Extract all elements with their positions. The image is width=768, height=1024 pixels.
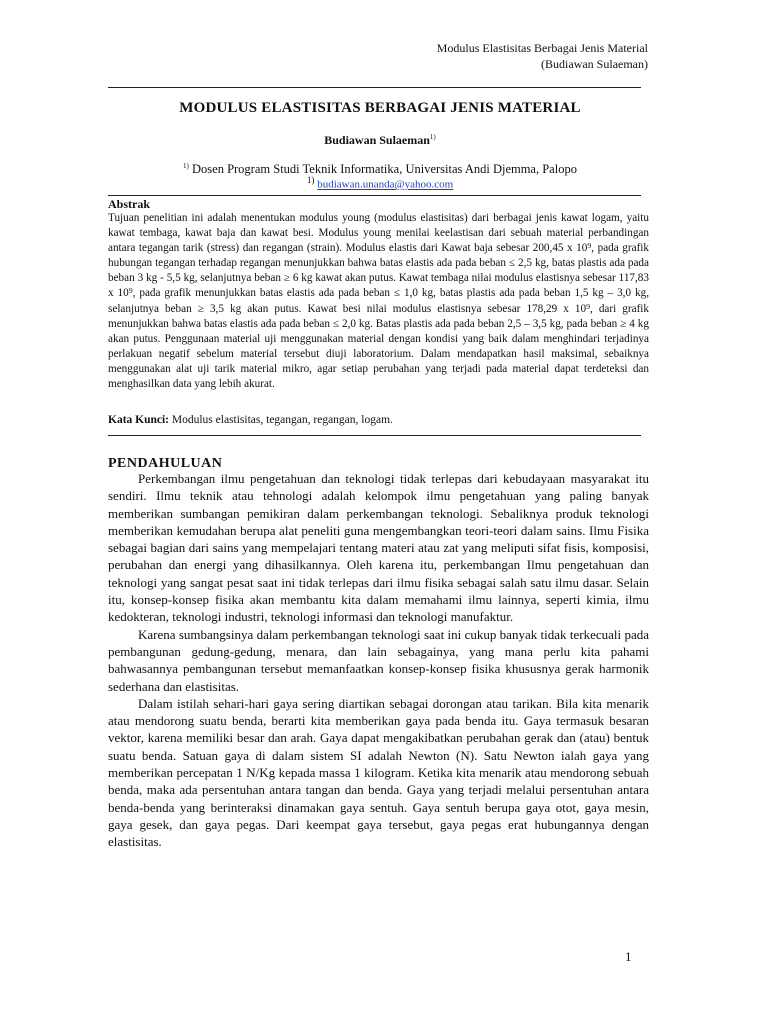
section-body: [108, 470, 649, 851]
running-head: [248, 40, 648, 72]
author-footnote-mark: 1): [429, 133, 436, 141]
keywords-line: [108, 414, 649, 426]
abstract-body: Tujuan penelitian ini adalah menentukan modulus young (modulus elastisitas) dari berbagai jenis kawat logam, yaitu kawat tembaga, kawat baja dan kawat besi. Modulus young menilai keelastisan dari sebuah material perbandingan antara tegangan tarik (stress) dan regangan (strain). Modulus elastis dari Kawat baja sebesar 200,45 x 10⁹, pada grafik hubungan tegangan terhadap regangan menunjukkan bahwa batas elastis ada pada beban ≤ 2,5 kg, batas plastis ada pada beban 3 kg - 5,5 kg, selanjutnya beban ≥ 6 kg kawat akan putus. Kawat tembaga nilai modulus elastisnya sebesar 117,83 x 10⁹, pada grafik menunjukkan batas elastis ada pada beban ≤ 1,0 kg, batas plastis ada pada beban 1,5 kg – 3,0 kg, selanjutnya beban ≥ 3,5 kg akan putus. Kawat besi nilai modulus elastisnya sebesar 178,29 x 10⁹, dari grafik menunjukkan bahwa batas elastis ada pada beban ≤ 2,0 kg. Batas plastis ada pada beban 2,5 – 3,5 kg, pada beban ≥ 4 kg akan putus. Penggunaan material uji menggunakan material dengan kondisi yang baik dalam menghindari terjadinya perlakuan negatif sebelum material tersebut diuji laboratorium. Dalam mendapatkan hasil maksimal, sebaiknya menggunakan alat uji tarik material mikro, agar setiap perubahan yang terjadi pada material dapat terdeteksi dan menghasilkan data yang lebih akurat.: [108, 212, 649, 391]
body-paragraph: Karena sumbangsinya dalam perkembangan teknologi saat ini cukup banyak tidak terkecuali pada pembangunan gedung-gedung, menara, dan lain sebagainya, yang mana perlu kita pahami bahwasannya pembangunan tersebut memanfaatkan konsep-konsep fisika khususnya gerak harmonik sederhana dan elastisitas.: [108, 626, 649, 694]
paper-title: MODULUS ELASTISITAS BERBAGAI JENIS MATERIAL: [179, 100, 581, 116]
email-footnote-mark: 1): [306, 175, 315, 185]
keywords-label: Kata Kunci:: [108, 414, 170, 426]
body-paragraph: Perkembangan ilmu pengetahuan dan teknologi tidak terlepas dari kebudayaan masyarakat itu sendiri. Ilmu teknik atau tehnologi adalah kelompok ilmu pengetahuan yang paling banyak memberikan sumbangan pemikiran dalam perkembangan teknologi. Sebaliknya produk teknologi memberikan kemudahan berupa alat peneliti guna mengembangkan teori-teori dalam sains. Ilmu Fisika sebagai bagian dari sains yang mempelajari tentang materi atau zat yang meliputi sifat fisis, komposisi, perubahan dan energi yang dihasilkannya. Oleh karena itu, perkembangan Ilmu pengetahuan dan teknologi yang sangat pesat saat ini tidak terlepas dari ilmu fisika sebagai salah satu ilmu dasar. Selain itu, konsep-konsep fisika akan membantu kita dalam memahami ilmu lainnya, seperti kimia, ilmu kedokteran, teknologi industri, teknologi informasi dan teknologi manufaktur.: [108, 471, 649, 625]
body-paragraph: Dalam istilah sehari-hari gaya sering diartikan sebagai dorongan atau tarikan. Bila kita menarik atau mendorong suatu benda, berarti kita memberikan gaya pada benda itu. Gaya termasuk besaran vektor, karena memiliki besar dan arah. Gaya dapat mengakibatkan perubahan gerak dan (atau) bentuk suatu benda. Satuan gaya di dalam sistem SI adalah Newton (N). Satu Newton ialah gaya yang memberikan percepatan 1 N/Kg kepada massa 1 kilogram. Ketika kita menarik atau mendorong sebuah benda, maka ada persentuhan antara tangan dan benda. Gaya yang terjadi melalui persentuhan antara benda-benda yang berinteraksi dinamakan gaya sentuh. Gaya sentuh berupa gaya otot, gaya mesin, gaya gesek, dan gaya pegas. Dari keempat gaya tersebut, gaya pegas erat hubungannya dengan elastisitas.: [108, 695, 649, 850]
page-number: 1: [625, 949, 632, 964]
running-head-author: (Budiawan Sulaeman): [541, 57, 648, 71]
author-email-link[interactable]: budiawan.unanda@yahoo.com: [317, 178, 454, 191]
keywords-text: Modulus elastisitas, tegangan, regangan, logam.: [171, 414, 393, 426]
abstract-top-rule: [108, 195, 641, 196]
abstract-heading: Abstrak: [108, 197, 151, 211]
affiliation-text: Dosen Program Studi Teknik Informatika, Universitas Andi Djemma, Palopo: [192, 162, 577, 177]
author-line: [108, 133, 652, 148]
running-head-title: Modulus Elastisitas Berbagai Jenis Material: [436, 41, 648, 55]
header-rule: [108, 87, 641, 88]
abstract-bottom-rule: [108, 435, 641, 436]
email-line: [108, 175, 652, 191]
affiliation-footnote-mark: 1): [183, 162, 189, 170]
author-name: Budiawan Sulaeman: [324, 133, 430, 147]
section-heading: PENDAHULUAN: [108, 456, 223, 471]
